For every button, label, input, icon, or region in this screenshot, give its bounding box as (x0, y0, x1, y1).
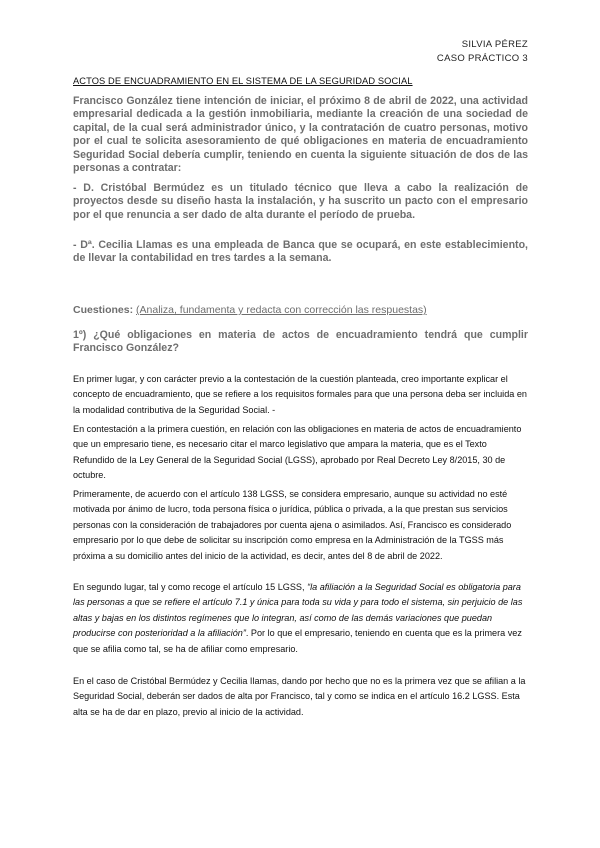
answer-paragraph-5: En el caso de Cristóbal Bermúdez y Cecilia Ilamas, dando por hecho que no es la primera vez que se afilian a la Seguridad Social, deberán ser dados de alta por Francisco, tal y como se indica en el artículo 16.2 LGSS. Esta alta se ha de dar en plazo, previo al inicio de la actividad. (73, 676, 526, 717)
cuestiones-label: Cuestiones: (73, 304, 134, 316)
bullet-cecilia: - Dª. Cecilia Llamas es una empleada de Banca que se ocupará, en este establecimiento, de llevar la contabilidad en tres tardes a la semana. (73, 239, 528, 265)
author-name: SILVIA PÉREZ (461, 39, 528, 50)
answer-paragraph-2: En contestación a la primera cuestión, en relación con las obligaciones en materia de actos de encuadramiento que un empresario tiene, es necesario citar el marco legislativo que ampara la materia, que es el Texto Refundido de la Ley General de la Seguridad Social (LGSS), aprobado por Real Decreto Ley 8/2015, 30 de octubre. (73, 424, 522, 481)
cuestiones-note: (Analiza, fundamenta y redacta con corrección las respuestas) (136, 304, 427, 316)
question-1: 1º) ¿Qué obligaciones en materia de actos de encuadramiento tendrá que cumplir Francisco González? (73, 329, 528, 355)
cuestiones-heading (73, 304, 427, 316)
case-label: CASO PRÁCTICO 3 (436, 53, 528, 64)
answer-paragraph-3: Primeramente, de acuerdo con el artículo 138 LGSS, se considera empresario, aunque su actividad no esté motivada por ánimo de lucro, toda persona física o jurídica, pública o privada, a la que prestan sus servicios personas con la consideración de trabajadores por cuenta ajena o asimilados. Así, Francisco es considerado empresario por lo que debe de solicitar su inscripción como empresa en la Administración de la TGSS más próxima a su domicilio antes del inicio de la actividad, es decir, antes del 8 de abril de 2022. (73, 489, 512, 561)
case-statement: Francisco González tiene intención de iniciar, el próximo 8 de abril de 2022, una actividad empresarial dedicada a la gestión inmobiliaria, mediante la creación de una sociedad de capital, de la cual será administrador único, y la contratación de cuatro personas, motivo por el cual te solicita asesoramiento de qué obligaciones en materia de encuadramiento Seguridad Social debería cumplir, teniendo en cuenta la siguiente situación de dos de las personas a contratar: (73, 95, 528, 175)
answer-paragraph-4 (73, 580, 528, 657)
answer-4-outro: . Por lo que el empresario, teniendo en cuenta que es la primera vez que se afilia como tal, se ha de afiliar como empresario. (73, 628, 522, 654)
answer-4-intro: En segundo lugar, tal y como recoge el artículo 15 LGSS, (73, 582, 308, 592)
answer-paragraph-1: En primer lugar, y con carácter previo a la contestación de la cuestión planteada, creo importante explicar el concepto de encuadramiento, que se refiere a los requisitos formales para que una persona deba ser incluida en la modalidad contributiva de la Seguridad Social. - (73, 374, 527, 415)
bullet-cristobal: - D. Cristóbal Bermúdez es un titulado técnico que lleva a cabo la realización de proyectos desde su diseño hasta la instalación, y ha suscrito un pacto con el empresario por el que renuncia a ser dado de alta durante el período de prueba. (73, 182, 528, 221)
page-header (437, 38, 528, 66)
section-title: ACTOS DE ENCUADRAMIENTO EN EL SISTEMA DE LA SEGURIDAD SOCIAL (73, 76, 413, 86)
answer-4-quote: “la afiliación a la Seguridad Social es obligatoria para las personas a que se refiere el artículo 7.1 y única para toda su vida y para todo el sistema, sin perjuicio de las altas y bajas en los distintos regímenes que lo integran, así como de las demás variaciones que puedan producirse con posterioridad a la afiliación” (73, 582, 523, 639)
